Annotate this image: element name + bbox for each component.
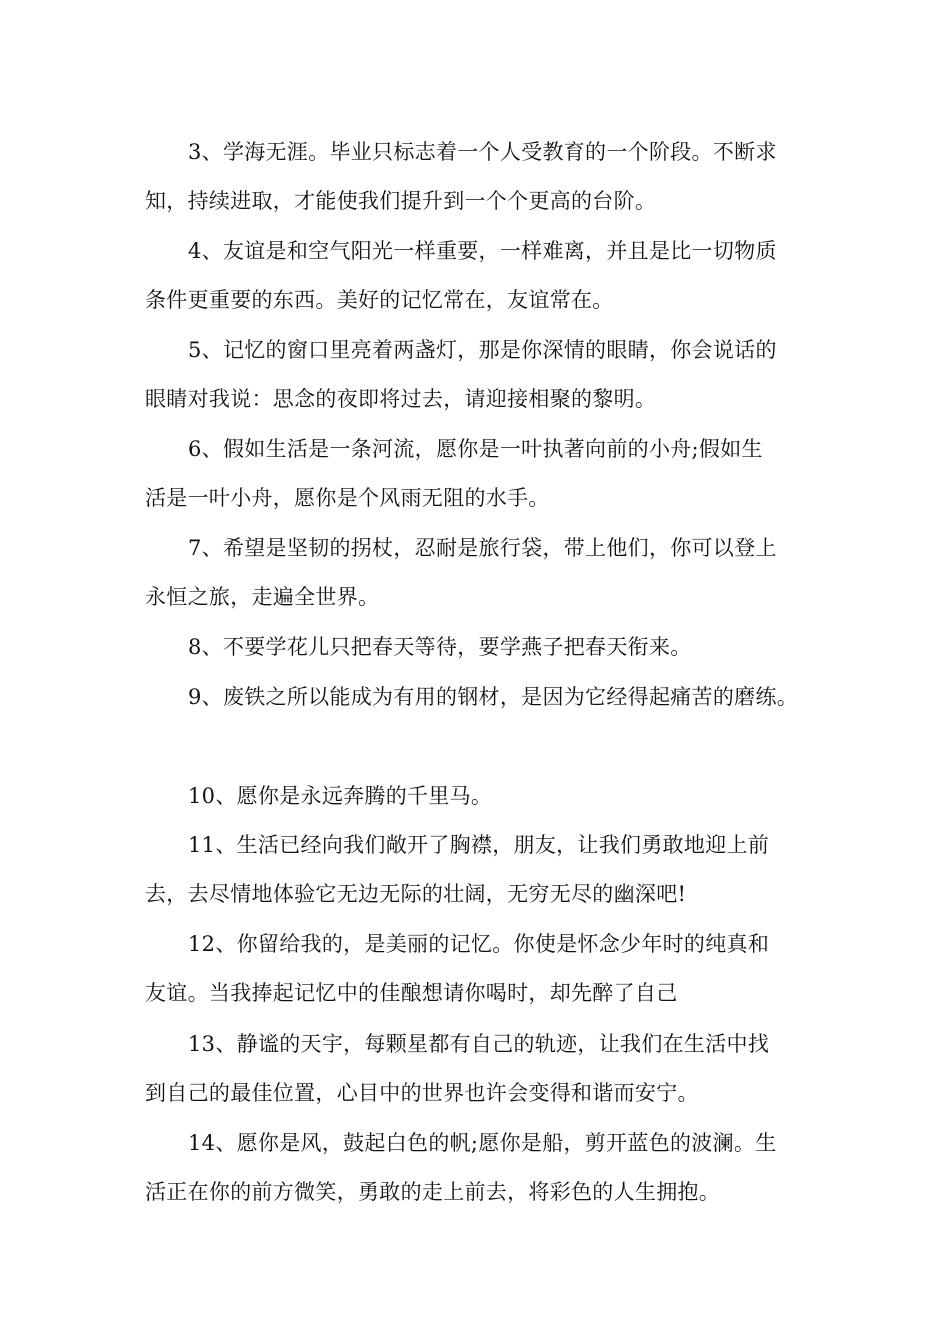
paragraph-8 xyxy=(145,623,825,672)
paragraph-line: 去，去尽情地体验它无边无际的壮阔，无穷无尽的幽深吧! xyxy=(145,882,687,906)
paragraph-line: 友谊。当我捧起记忆中的佳酿想请你喝时，却先醉了自己 xyxy=(145,981,678,1005)
paragraph-line: 3、学海无涯。毕业只标志着一个人受教育的一个阶段。不断求 xyxy=(188,140,777,164)
paragraph-line: 6、假如生活是一条河流，愿你是一叶执著向前的小舟;假如生 xyxy=(188,437,763,461)
paragraph-line: 9、废铁之所以能成为有用的钢材，是因为它经得起痛苦的磨练。 xyxy=(188,685,799,709)
paragraph-line: 活正在你的前方微笑，勇敢的走上前去，将彩色的人生拥抱。 xyxy=(145,1180,721,1204)
paragraph-3 xyxy=(145,128,825,226)
paragraph-line: 5、记忆的窗口里亮着两盏灯，那是你深情的眼睛，你会说话的 xyxy=(188,338,777,362)
paragraph-line: 7、希望是坚韧的拐杖，忍耐是旅行袋，带上他们，你可以登上 xyxy=(188,536,777,560)
paragraph-11 xyxy=(145,821,825,919)
paragraph-line: 14、愿你是风，鼓起白色的帆;愿你是船，剪开蓝色的波澜。生 xyxy=(188,1131,777,1155)
paragraph-line: 12、你留给我的，是美丽的记忆。你使是怀念少年时的纯真和 xyxy=(188,932,770,956)
paragraph-line: 知，持续进取，才能使我们提升到一个个更高的台阶。 xyxy=(145,189,657,213)
paragraph-line: 11、生活已经向我们敞开了胸襟，朋友，让我们勇敢地迎上前 xyxy=(188,833,770,857)
paragraph-7 xyxy=(145,524,825,622)
paragraph-12 xyxy=(145,920,825,1018)
paragraph-13 xyxy=(145,1020,825,1118)
paragraph-10 xyxy=(145,772,825,821)
paragraph-line: 到自己的最佳位置，心目中的世界也许会变得和谐而安宁。 xyxy=(145,1081,699,1105)
paragraph-14 xyxy=(145,1119,825,1217)
paragraph-line: 条件更重要的东西。美好的记忆常在，友谊常在。 xyxy=(145,288,614,312)
paragraph-line: 10、愿你是永远奔腾的千里马。 xyxy=(188,784,493,808)
paragraph-line: 活是一叶小舟，愿你是个风雨无阻的水手。 xyxy=(145,486,550,510)
paragraph-6 xyxy=(145,425,825,523)
paragraph-line: 8、不要学花儿只把春天等待，要学燕子把春天衔来。 xyxy=(188,635,692,659)
paragraph-5 xyxy=(145,326,825,424)
paragraph-line: 13、静谧的天宇，每颗星都有自己的轨迹，让我们在生活中找 xyxy=(188,1032,770,1056)
paragraph-line: 永恒之旅，走遍全世界。 xyxy=(145,585,380,609)
paragraph-line: 眼睛对我说：思念的夜即将过去，请迎接相聚的黎明。 xyxy=(145,387,657,411)
paragraph-line: 4、友谊是和空气阳光一样重要，一样难离，并且是比一切物质 xyxy=(188,239,777,263)
paragraph-4 xyxy=(145,227,825,325)
paragraph-9 xyxy=(145,673,825,722)
